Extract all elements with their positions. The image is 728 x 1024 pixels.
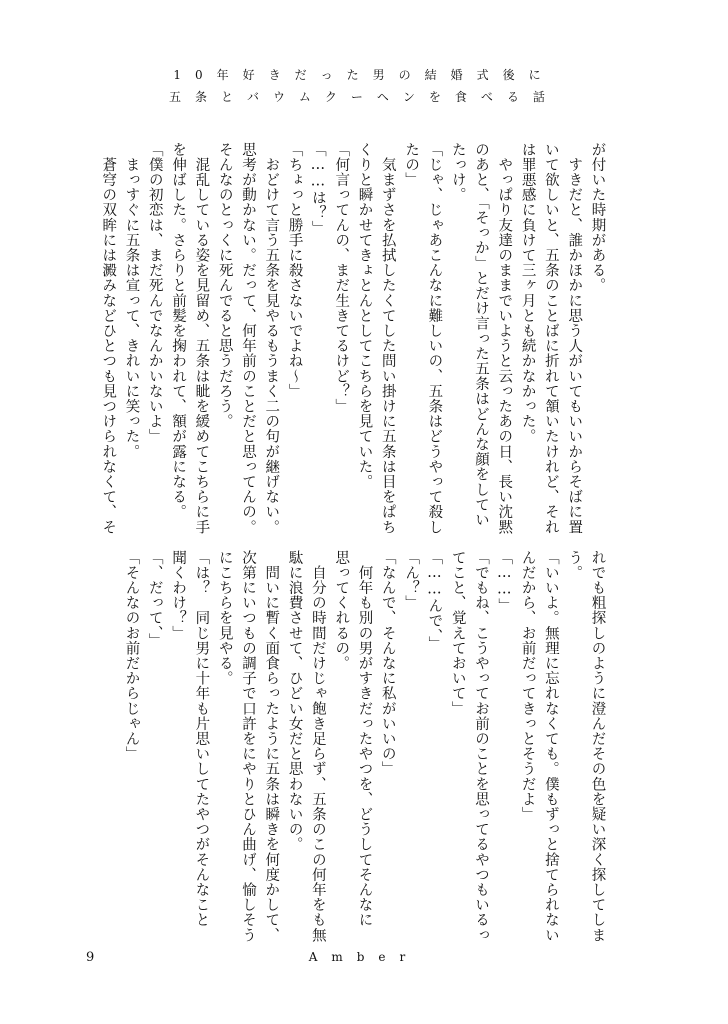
lower-column: 「……んで、」 bbox=[426, 550, 443, 652]
lower-column: 「は？ 同じ男に十年も片思いしてたやつがそんなこと bbox=[193, 550, 210, 928]
upper-column: 「ちょっと勝手に殺さないでよね～」 bbox=[286, 142, 303, 399]
upper-column: 「僕の初恋は、まだ死んでなんかいないよ」 bbox=[146, 142, 163, 444]
lower-column: れでも粗探しのように澄んだその色を疑い深く探してしま bbox=[589, 550, 606, 943]
lower-column: う。 bbox=[566, 550, 583, 581]
lower-column: 聞くわけ？」 bbox=[170, 550, 187, 641]
upper-column: そんなのとっくに死んでると思うだろう。 bbox=[216, 142, 233, 429]
upper-column: まっすぐに五条は宣って、きれいに笑った。 bbox=[123, 142, 140, 460]
upper-column: 思考が動かない。だって、何年前のことだと思ってんの。 bbox=[240, 142, 256, 535]
lower-column: にこちらを見やる。 bbox=[216, 550, 233, 686]
book-title: Amber bbox=[308, 950, 420, 964]
upper-column: たっけ。 bbox=[449, 142, 466, 203]
lower-column: 「……」 bbox=[496, 550, 513, 614]
upper-column: 「……は？」 bbox=[309, 142, 326, 236]
lower-column: 「そんなのお前だからじゃん」 bbox=[123, 550, 140, 762]
running-header-line-1: 10年好きだった男の結婚式後に bbox=[173, 68, 555, 82]
lower-column: 問いに暫く面食らったように五条は瞬きを何度かして、 bbox=[263, 550, 280, 943]
page-number: 9 bbox=[86, 950, 95, 965]
upper-column: 「何言ってんの、まだ生きてるけど？」 bbox=[333, 142, 350, 414]
upper-column: いて欲しいと、五条のことばに折れて頷いたけれど、それ bbox=[542, 142, 559, 535]
lower-column: 「でもね、こうやってお前のことを思ってるやつもいるっ bbox=[473, 550, 489, 943]
lower-column: 思ってくれるの。 bbox=[333, 550, 350, 671]
lower-column: 何年も別の男がすきだったやつを、どうしてそんなに bbox=[356, 550, 373, 928]
upper-column: 蒼穹の双眸には澱みなどひとつも見つけられなくて、そ bbox=[100, 142, 117, 535]
upper-column: やっぱり友達のままでいようと云ったあの日、長い沈黙 bbox=[496, 142, 513, 535]
upper-column: くりと瞬かせてきょとんとしてこちらを見ていた。 bbox=[356, 142, 373, 490]
lower-column: 「、だって、」 bbox=[146, 550, 163, 649]
lower-column: んだから、お前だってきっとそうだよ」 bbox=[519, 550, 536, 822]
upper-column: が付いた時期がある。 bbox=[589, 142, 606, 293]
upper-column: 気まずさを払拭したくてした問い掛けに五条は目をぱち bbox=[379, 142, 396, 535]
upper-column: 混乱している姿を見留め、五条は眦を緩めてこちらに手 bbox=[193, 142, 210, 535]
upper-column: たの」 bbox=[403, 142, 420, 188]
upper-column: は罪悪感に負けて三ヶ月とも続かなかった。 bbox=[519, 142, 536, 444]
upper-column: のあと、「そっか」とだけ言った五条はどんな顔をしてい bbox=[473, 142, 489, 528]
lower-column: 自分の時間だけじゃ飽き足らず、五条のこの何年をも無 bbox=[309, 550, 326, 943]
upper-column: を伸ばした。さらりと前髪を掬われて、額が露になる。 bbox=[170, 142, 187, 520]
lower-column: 「いいよ。無理に忘れなくても。僕もずっと捨てられない bbox=[542, 550, 559, 943]
upper-column: おどけて言う五条を見やるもうまく二の句が継げない。 bbox=[263, 142, 280, 535]
lower-column: てこと、覚えておいて」 bbox=[449, 550, 466, 717]
running-header-line-2: 五条とバウムクーヘンを食べる話 bbox=[169, 90, 559, 104]
upper-column: 「じゃ、じゃあこんなに難しいの、五条はどうやって殺し bbox=[426, 142, 443, 535]
lower-column: 「ん？」 bbox=[403, 550, 420, 611]
lower-column: 次第にいつもの調子で口許をにやりとひん曲げ、愉しそう bbox=[240, 550, 256, 943]
lower-column: 「なんで、そんなに私がいいの」 bbox=[379, 550, 396, 777]
upper-column: すきだと、誰かほかに思う人がいてもいいからそばに置 bbox=[566, 142, 583, 535]
lower-column: 駄に浪費させて、ひどい女だと思わないの。 bbox=[286, 550, 303, 852]
